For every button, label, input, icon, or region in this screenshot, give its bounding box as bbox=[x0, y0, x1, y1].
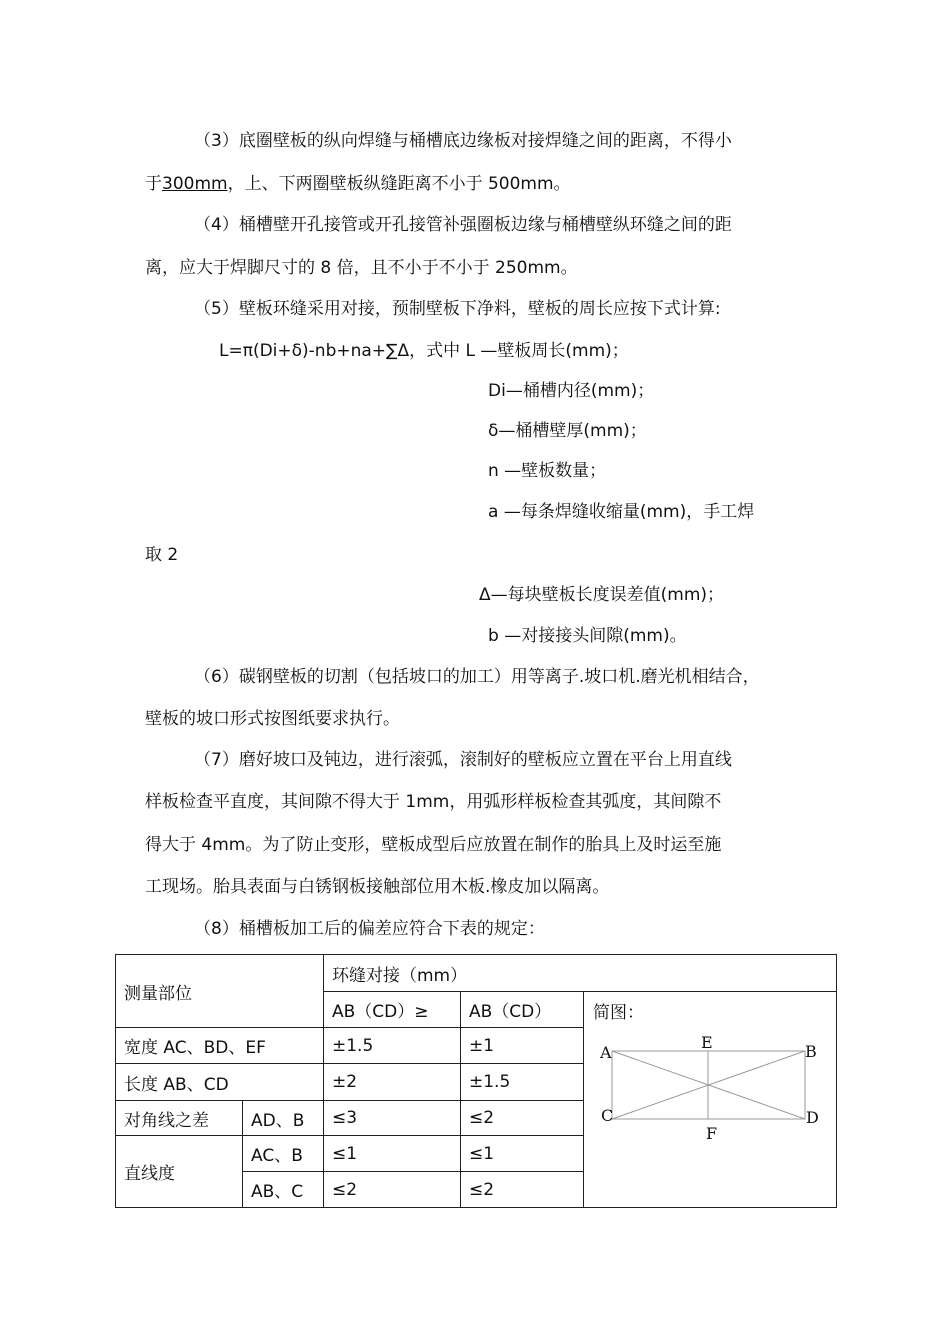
row-value-2: ≤2 bbox=[461, 1101, 584, 1136]
definition-b: b —对接接头间隙(mm)。 bbox=[488, 626, 687, 646]
para-3-line-1: （3）底圈壁板的纵向焊缝与桶槽底边缘板对接焊缝之间的距离，不得小 bbox=[194, 131, 732, 151]
label-e: E bbox=[701, 1033, 713, 1052]
para-7-line-4: 工现场。胎具表面与白锈钢板接触部位用木板.橡皮加以隔离。 bbox=[145, 877, 610, 897]
para-7-line-1: （7）磨好坡口及钝边，进行滚弧，滚制好的壁板应立置在平台上用直线 bbox=[194, 750, 732, 770]
row-value-2: ≤1 bbox=[461, 1136, 584, 1172]
row-value-2: ≤2 bbox=[461, 1172, 584, 1208]
para-6-line-2: 壁板的坡口形式按图纸要求执行。 bbox=[145, 709, 400, 729]
label-f: F bbox=[706, 1124, 718, 1143]
row-subitem: AB、C bbox=[243, 1172, 324, 1208]
label-a: A bbox=[600, 1043, 612, 1062]
row-value-1: ≤1 bbox=[324, 1136, 461, 1172]
header-measure-item: 测量部位 bbox=[116, 955, 324, 1028]
row-value-2: ±1 bbox=[461, 1028, 584, 1064]
definition-a: a —每条焊缝收缩量(mm)，手工焊 bbox=[488, 502, 755, 522]
header-col-2: AB（CD） bbox=[461, 992, 584, 1028]
tolerance-table bbox=[115, 954, 837, 1208]
row-item: 宽度 AC、BD、EF bbox=[116, 1028, 324, 1064]
para-3-prefix: 于 bbox=[145, 174, 162, 194]
para-7-line-2: 样板检查平直度，其间隙不得大于 1mm，用弧形样板检查其弧度，其间隙不 bbox=[145, 792, 722, 812]
para-3-suffix: ，上、下两圈壁板纵缝距离不小于 500mm。 bbox=[227, 174, 571, 194]
header-col-1: AB（CD）≥ bbox=[324, 992, 461, 1028]
row-value-1: ≤3 bbox=[324, 1101, 461, 1136]
definition-n: n —壁板数量； bbox=[488, 461, 607, 481]
sketch-cell bbox=[584, 992, 837, 1208]
para-4-line-1: （4）桶槽壁开孔接管或开孔接管补强圈板边缘与桶槽壁纵环缝之间的距 bbox=[194, 215, 732, 235]
para-5-line-1: （5）壁板环缝采用对接，预制壁板下净料，壁板的周长应按下式计算: bbox=[194, 299, 721, 319]
row-value-1: ±1.5 bbox=[324, 1028, 461, 1064]
sketch-label: 简图： bbox=[593, 1003, 644, 1023]
row-value-1: ≤2 bbox=[324, 1172, 461, 1208]
header-circumferential-joint: 环缝对接（mm） bbox=[324, 955, 837, 992]
row-value-1: ±2 bbox=[324, 1064, 461, 1101]
row-subitem: AC、B bbox=[243, 1136, 324, 1172]
formula: L=π(Di+δ)-nb+na+∑Δ，式中 L —壁板周长(mm)； bbox=[219, 341, 629, 361]
plate-diagram bbox=[584, 992, 837, 1208]
definition-di: Di—桶槽内径(mm)； bbox=[488, 381, 655, 401]
para-3-line-2 bbox=[145, 173, 571, 195]
distance-value-underlined: 300mm bbox=[162, 174, 228, 194]
label-c: C bbox=[601, 1106, 614, 1125]
definition-delta-capital: Δ—每块壁板长度误差值(mm)； bbox=[479, 585, 725, 605]
para-8-line-1: （8）桶槽板加工后的偏差应符合下表的规定： bbox=[194, 919, 545, 939]
label-b: B bbox=[805, 1042, 817, 1061]
label-d: D bbox=[806, 1108, 819, 1127]
para-6-line-1: （6）碳钢壁板的切割（包括坡口的加工）用等离子.坡口机.磨光机相结合， bbox=[194, 667, 760, 687]
para-7-line-3: 得大于 4mm。为了防止变形，壁板成型后应放置在制作的胎具上及时运至施 bbox=[145, 835, 722, 855]
row-subitem: AD、B bbox=[243, 1101, 324, 1136]
para-4-line-2: 离，应大于焊脚尺寸的 8 倍，且不小于不小于 250mm。 bbox=[145, 258, 578, 278]
row-item: 对角线之差 bbox=[116, 1101, 243, 1136]
row-item: 直线度 bbox=[116, 1136, 243, 1208]
definition-delta-small: δ—桶槽壁厚(mm)； bbox=[488, 421, 647, 441]
definition-a-continued: 取 2 bbox=[145, 545, 179, 565]
row-item: 长度 AB、CD bbox=[116, 1064, 324, 1101]
row-value-2: ±1.5 bbox=[461, 1064, 584, 1101]
